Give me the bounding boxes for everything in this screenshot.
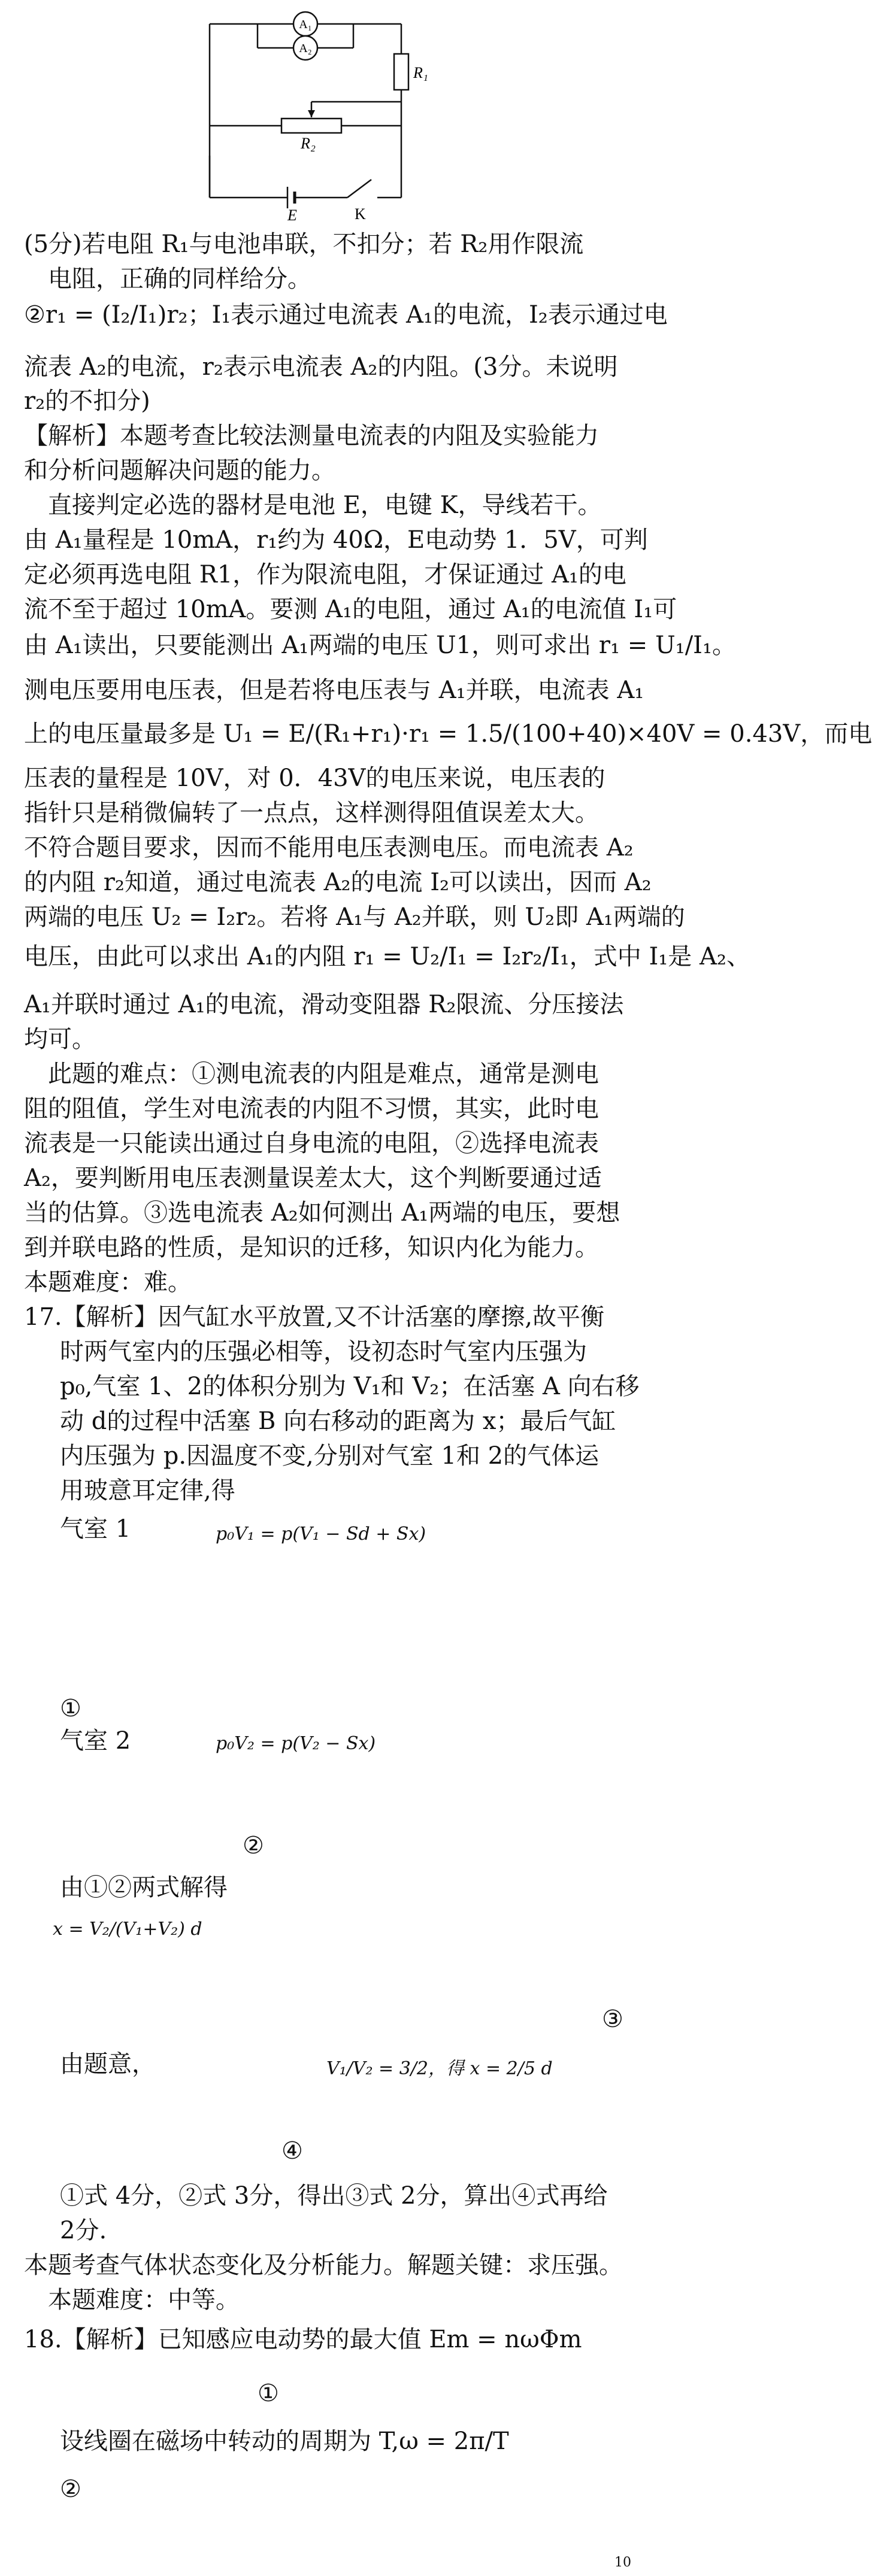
text-line: 此题的难点：①测电流表的内阻是难点，通常是测电 bbox=[48, 1060, 599, 1088]
equation-2: p₀V₂ = p(V₂ − Sx) bbox=[216, 1733, 376, 1754]
text-line: 动 d的过程中活塞 B 向右移动的距离为 x；最后气缸 bbox=[60, 1407, 616, 1435]
text-line: 不符合题目要求，因而不能用电压表测电压。而电流表 A₂ bbox=[24, 834, 634, 861]
text-line: ④ bbox=[281, 2137, 303, 2165]
text-line: 流不至于超过 10mA。要测 A₁的电阻，通过 A₁的电流值 I₁可 bbox=[24, 596, 677, 623]
text-line: 到并联电路的性质，是知识的迁移，知识内化为能力。 bbox=[24, 1234, 599, 1261]
text-line: ① bbox=[60, 1695, 81, 1722]
text-line: 【解析】本题考查比较法测量电流表的内阻及实验能力 bbox=[24, 422, 599, 450]
equation-4: V₁/V₂ = 3/2，得 x = 2/5 d bbox=[326, 2058, 553, 2079]
text-line: ① bbox=[258, 2380, 279, 2407]
a1-label: A₁ bbox=[299, 18, 312, 31]
text-line: 2分. bbox=[60, 2217, 107, 2244]
text-line: 本题难度：中等。 bbox=[48, 2286, 240, 2314]
text-line: A₁并联时通过 A₁的电流，滑动变阻器 R₂限流、分压接法 bbox=[24, 991, 624, 1018]
text-line: 气室 2 bbox=[60, 1727, 131, 1755]
text-line: p₀,气室 1、2的体积分别为 V₁和 V₂；在活塞 A 向右移 bbox=[60, 1373, 640, 1400]
text-line: 本题考查气体状态变化及分析能力。解题关键：求压强。 bbox=[24, 2252, 623, 2279]
text-line: 气室 1 bbox=[60, 1515, 131, 1543]
circuit-diagram bbox=[198, 0, 449, 222]
k-label: K bbox=[355, 205, 366, 223]
text-line: ② bbox=[60, 2475, 81, 2503]
text-line: 流表 A₂的电流，r₂表示电流表 A₂的内阻。(3分。未说明 bbox=[24, 353, 618, 381]
text-line: 本题难度：难。 bbox=[24, 1269, 192, 1296]
text-line: 直接判定必选的器材是电池 E，电键 K，导线若干。 bbox=[48, 491, 602, 519]
text-line: 17.【解析】因气缸水平放置,又不计活塞的摩擦,故平衡 bbox=[24, 1303, 605, 1331]
r1-label: R₁ bbox=[413, 64, 428, 81]
text-line: 压表的量程是 10V，对 0．43V的电压来说，电压表的 bbox=[24, 764, 605, 792]
text-line: 由 A₁读出，只要能测出 A₁两端的电压 U1，则可求出 r₁ = U₁/I₁。 bbox=[24, 632, 737, 659]
page-number: 10 bbox=[614, 2555, 631, 2570]
text-line: ①式 4分，②式 3分，得出③式 2分，算出④式再给 bbox=[60, 2182, 608, 2210]
text-line: 时两气室内的压强必相等，设初态时气室内压强为 bbox=[60, 1338, 587, 1366]
text-line: 指针只是稍微偏转了一点点，这样测得阻值误差太大。 bbox=[24, 799, 599, 827]
text-line: 设线圈在磁场中转动的周期为 T,ω = 2π/T bbox=[60, 2428, 509, 2455]
text-line: 流表是一只能读出通过自身电流的电阻，②选择电流表 bbox=[24, 1130, 599, 1157]
text-line: 电压，由此可以求出 A₁的内阻 r₁ = U₂/I₁ = I₂r₂/I₁，式中 I₁是 A₂、 bbox=[24, 943, 750, 970]
text-line: 电阻，正确的同样给分。 bbox=[48, 265, 311, 293]
a2-label: A₂ bbox=[299, 42, 312, 55]
r2-label: R₂ bbox=[301, 135, 316, 152]
text-line: 由题意， bbox=[60, 2050, 156, 2078]
e-label: E bbox=[287, 207, 297, 224]
text-line: 18.【解析】已知感应电动势的最大值 Em = nωΦm bbox=[24, 2326, 582, 2353]
text-line: 内压强为 p.因温度不变,分别对气室 1和 2的气体运 bbox=[60, 1442, 600, 1470]
text-line: (5分)若电阻 R₁与电池串联，不扣分；若 R₂用作限流 bbox=[24, 230, 584, 258]
text-line: 两端的电压 U₂ = I₂r₂。若将 A₁与 A₂并联，则 U₂即 A₁两端的 bbox=[24, 903, 685, 931]
text-line: ② bbox=[243, 1832, 264, 1859]
text-line: A₂，要判断用电压表测量误差太大，这个判断要通过适 bbox=[24, 1164, 602, 1192]
text-line: 测电压要用电压表，但是若将电压表与 A₁并联，电流表 A₁ bbox=[24, 676, 644, 704]
text-line: 当的估算。③选电流表 A₂如何测出 A₁两端的电压，要想 bbox=[24, 1199, 620, 1227]
text-line: 由①②两式解得 bbox=[60, 1874, 228, 1901]
equation-1: p₀V₁ = p(V₁ − Sd + Sx) bbox=[216, 1524, 426, 1545]
equation-3: x = V₂/(V₁+V₂) d bbox=[53, 1919, 202, 1940]
text-line: 的内阻 r₂知道，通过电流表 A₂的电流 I₂可以读出，因而 A₂ bbox=[24, 869, 652, 896]
text-line: 由 A₁量程是 10mA，r₁约为 40Ω，E电动势 1．5V，可判 bbox=[24, 526, 648, 554]
text-line: 用玻意耳定律,得 bbox=[60, 1477, 235, 1504]
text-line: 阻的阻值，学生对电流表的内阻不习惯，其实，此时电 bbox=[24, 1095, 599, 1122]
text-line: 上的电压量最多是 U₁ = E/(R₁+r₁)·r₁ = 1.5/(100+40)×40V = 0.43V，而电 bbox=[24, 720, 872, 748]
text-line: 定必须再选电阻 R1，作为限流电阻，才保证通过 A₁的电 bbox=[24, 561, 626, 588]
text-line: ③ bbox=[602, 2005, 623, 2033]
text-line: 和分析问题解决问题的能力。 bbox=[24, 457, 335, 484]
text-line: ②r₁ = (I₂/I₁)r₂；I₁表示通过电流表 A₁的电流，I₂表示通过电 bbox=[24, 301, 668, 329]
text-line: r₂的不扣分) bbox=[24, 387, 150, 415]
text-line: 均可。 bbox=[24, 1025, 96, 1053]
